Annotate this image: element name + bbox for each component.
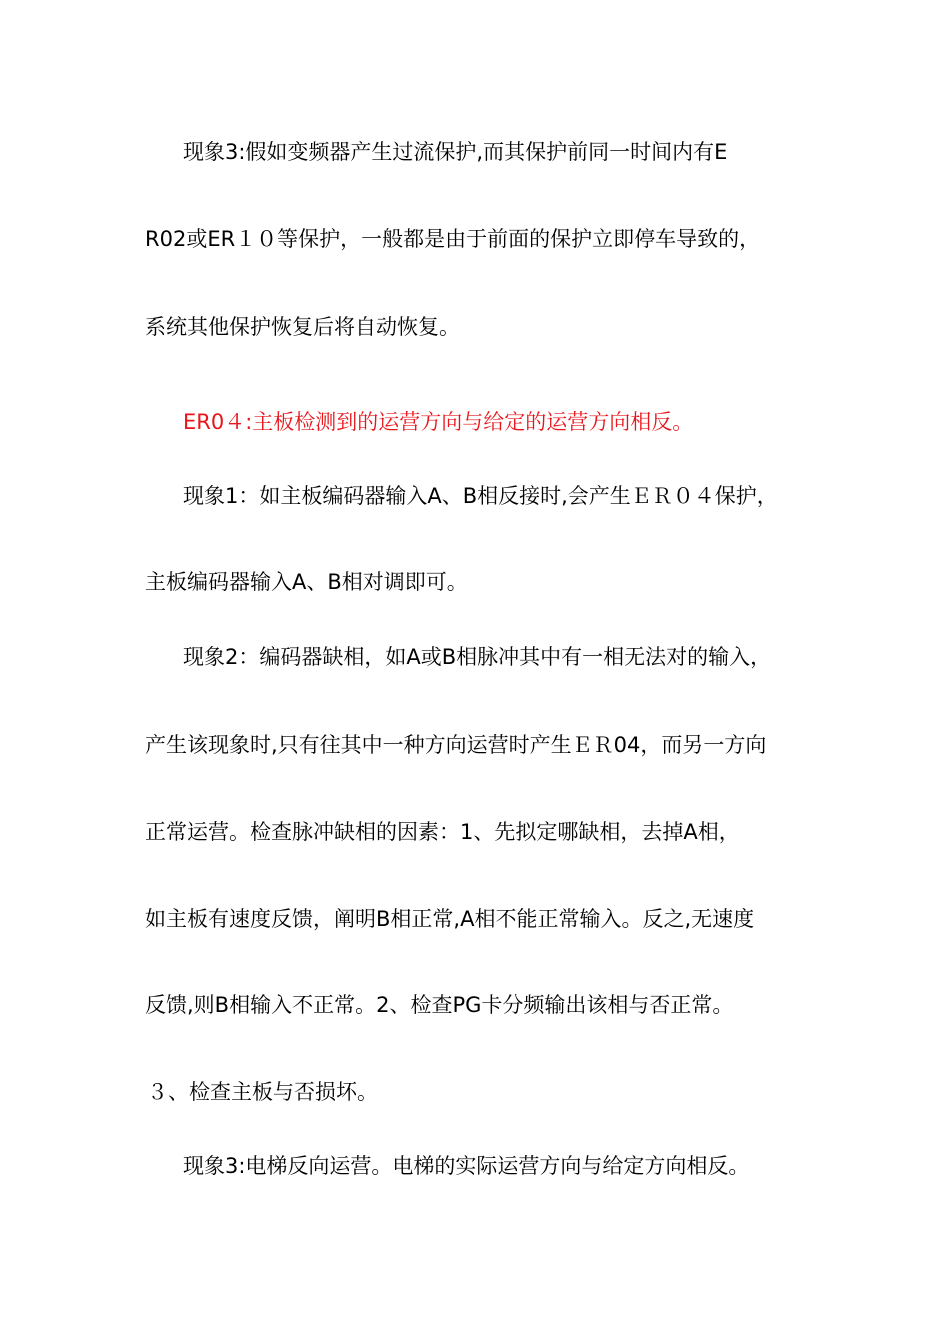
paragraph-line: 反馈,则B相输入不正常。2、检查PG卡分频输出该相与否正常。 xyxy=(145,993,734,1017)
paragraph-line: 系统其他保护恢复后将自动恢复。 xyxy=(145,315,460,339)
paragraph-line: 现象1：如主板编码器输入A、B相反接时,会产生ＥＲ０４保护， xyxy=(183,484,778,508)
paragraph-line: 产生该现象时,只有往其中一种方向运营时产生ＥＲ04，而另一方向 xyxy=(145,733,767,757)
paragraph-line: 现象3:电梯反向运营。电梯的实际运营方向与给定方向相反。 xyxy=(183,1154,750,1178)
paragraph-line: 现象2：编码器缺相，如A或B相脉冲其中有一相无法对的输入， xyxy=(183,645,772,669)
paragraph-line: 如主板有速度反馈，阐明B相正常,A相不能正常输入。反之,无速度 xyxy=(145,907,755,931)
paragraph-line: 正常运营。检查脉冲缺相的因素：1、先拟定哪缺相，去掉A相， xyxy=(145,820,740,844)
paragraph-line: ３、检查主板与否损坏。 xyxy=(147,1080,378,1104)
paragraph-line: R02或ER１０等保护，一般都是由于前面的保护立即停车导致的， xyxy=(145,227,761,251)
paragraph-line: 主板编码器输入A、B相对调即可。 xyxy=(145,570,468,594)
section-heading: ER0４:主板检测到的运营方向与给定的运营方向相反。 xyxy=(183,410,694,434)
paragraph-line: 现象3:假如变频器产生过流保护,而其保护前同一时间内有E xyxy=(183,140,728,164)
